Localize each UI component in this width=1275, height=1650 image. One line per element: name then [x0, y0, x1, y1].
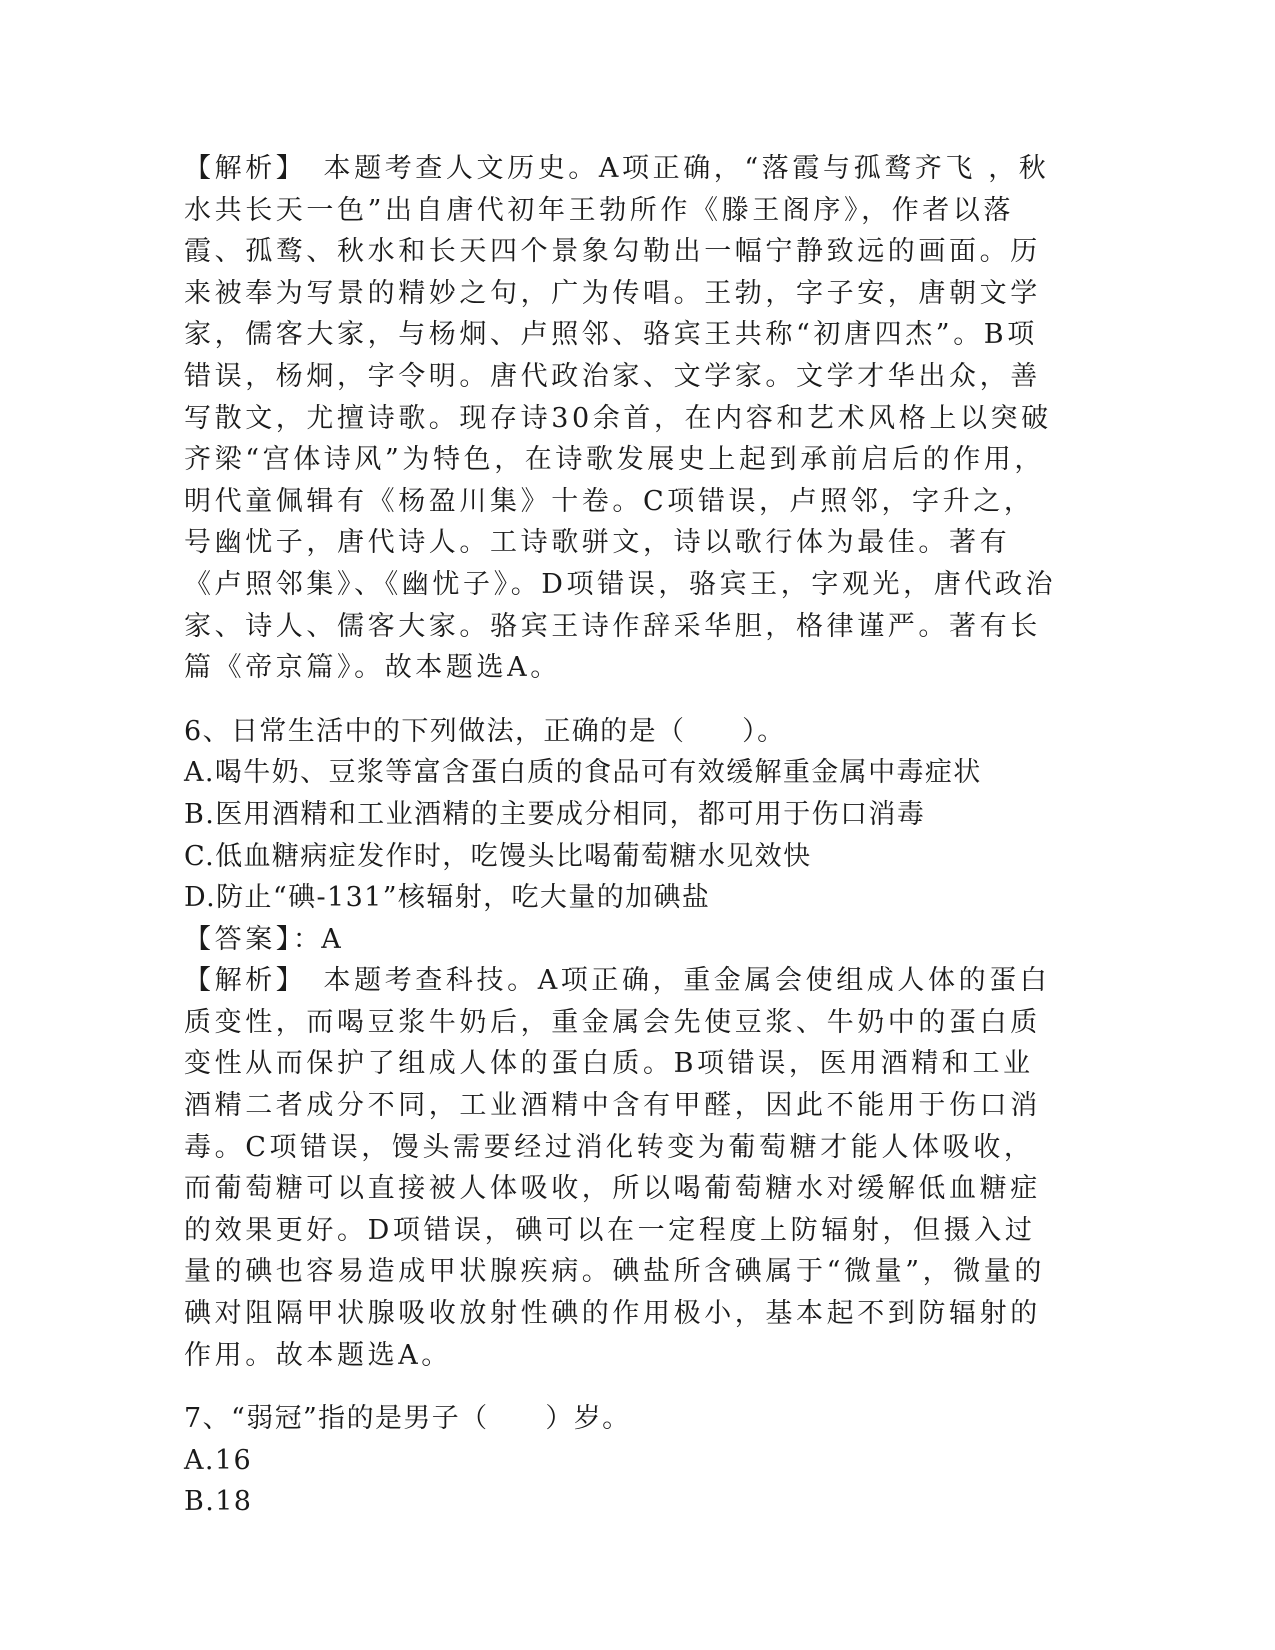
q7-option-a: A.16: [184, 1444, 253, 1476]
analysis-label: 【解析】: [184, 153, 293, 184]
q6-answer: [184, 919, 1064, 961]
q6-option-a: A.喝牛奶、豆浆等富含蛋白质的食品可有效缓解重金属中毒症状: [184, 757, 982, 789]
q6-option-d: D.防止“碘-131”核辐射，吃大量的加碘盐: [184, 882, 711, 914]
q6-option-c: C.低血糖病症发作时，吃馒头比喝葡萄糖水见效快: [184, 840, 812, 872]
analysis-text: 本题考查科技。A项正确，重金属会使组成人体的蛋白质变性，而喝豆浆牛奶后，重金属会先使豆浆、牛奶中的蛋白质变性从而保护了组成人体的蛋白质。B项错误，医用酒精和工业酒精二者成分不同，工业酒精中含有甲醛，因此不能用于伤口消毒。C项错误，馒头需要经过消化转变为葡萄糖才能人体吸收，而葡萄糖可以直接被人体吸收，所以喝葡萄糖水对缓解低血糖症的效果更好。D项错误，碘可以在一定程度上防辐射，但摄入过量的碘也容易造成甲状腺疾病。碘盐所含碘属于“微量”，微量的碘对阻隔甲状腺吸收放射性碘的作用极小，基本起不到防辐射的作用。故本题选A。: [184, 965, 1051, 1371]
analysis-label: 【解析】: [184, 965, 293, 997]
q7-option-b: B.18: [184, 1486, 253, 1518]
answer-label: 【答案】: [184, 923, 293, 955]
q6-question: 6、日常生活中的下列做法，正确的是（ ）。: [184, 715, 786, 747]
analysis-text: 本题考查人文历史。A项正确，“落霞与孤鹜齐飞 ，秋水共长天一色”出自唐代初年王勃所作《滕王阁序》，作者以落霞、孤鹜、秋水和长天四个景象勾勒出一幅宁静致远的画面。历来被奉为写景的精妙之句，广为传唱。王勃，字子安，唐朝文学家，儒客大家，与杨炯、卢照邻、骆宾王共称“初唐四杰”。B项错误，杨炯，字令明。唐代政治家、文学家。文学才华出众，善写散文，尤擅诗歌。现存诗30余首，在内容和艺术风格上以突破齐梁“宫体诗风”为特色，在诗歌发展史上起到承前启后的作用，明代童佩辑有《杨盈川集》十卷。C项错误，卢照邻，字升之，号幽忧子，唐代诗人。工诗歌骈文，诗以歌行体为最佳。著有《卢照邻集》、《幽忧子》。D项错误，骆宾王，字观光，唐代政治家、诗人、儒客大家。骆宾王诗作辞采华胆，格律谨严。著有长篇《帝京篇》。故本题选A。: [184, 153, 1057, 684]
page-content: [184, 148, 1064, 1523]
answer-value: ：A: [292, 923, 343, 955]
spacer: [184, 689, 1064, 711]
q5-analysis: [184, 148, 1064, 689]
q6-analysis: [184, 960, 1064, 1376]
q6-option-b: B.医用酒精和工业酒精的主要成分相同，都可用于伤口消毒: [184, 798, 926, 830]
q7-question: 7、“弱冠”指的是男子（ ）岁。: [184, 1403, 631, 1435]
spacer: [184, 1376, 1064, 1398]
